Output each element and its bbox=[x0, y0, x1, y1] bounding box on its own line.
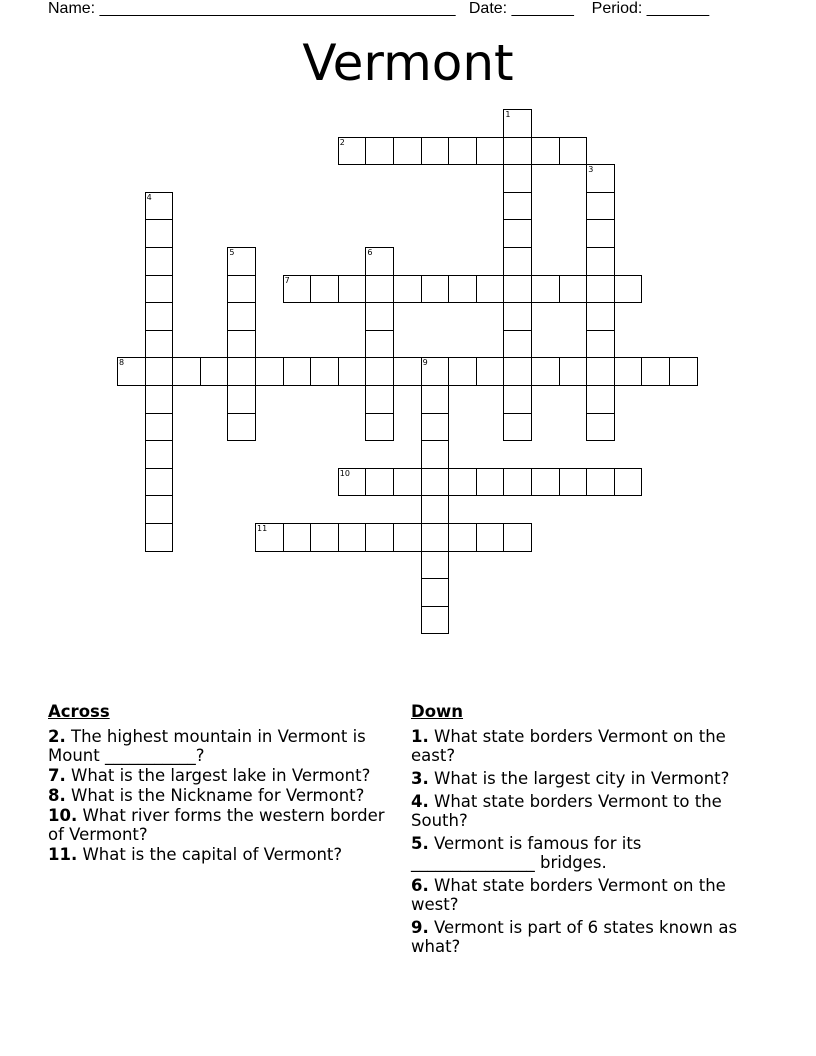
across-clues bbox=[48, 702, 393, 865]
clue-down-5: 5. Vermont is famous for its _______________ bridges. bbox=[411, 834, 642, 872]
grid-cell[interactable] bbox=[586, 357, 615, 386]
grid-cell[interactable] bbox=[531, 137, 560, 166]
grid-cell[interactable] bbox=[421, 523, 450, 552]
grid-cell[interactable] bbox=[227, 330, 256, 359]
grid-cell[interactable] bbox=[503, 137, 532, 166]
date-blank[interactable]: _______ bbox=[511, 0, 574, 17]
clue-down-1: 1. What state borders Vermont on the east? bbox=[411, 727, 726, 765]
grid-cell[interactable] bbox=[669, 357, 698, 386]
clue-number: 4 bbox=[146, 192, 152, 202]
grid-cell[interactable] bbox=[393, 357, 422, 386]
grid-cell[interactable] bbox=[310, 275, 339, 304]
grid-cell[interactable] bbox=[365, 247, 394, 276]
grid-cell[interactable] bbox=[448, 137, 477, 166]
grid-cell[interactable] bbox=[421, 413, 450, 442]
grid-cell[interactable] bbox=[200, 357, 229, 386]
grid-cell[interactable] bbox=[338, 137, 367, 166]
clue-across-10: 10. What river forms the western border of Vermont? bbox=[48, 806, 385, 844]
clue-across-2: 2. The highest mountain in Vermont is Mount ___________? bbox=[48, 727, 366, 765]
grid-cell[interactable] bbox=[365, 357, 394, 386]
clue-down-3: 3. What is the largest city in Vermont? bbox=[411, 769, 730, 788]
grid-cell[interactable] bbox=[172, 357, 201, 386]
grid-cell[interactable] bbox=[227, 275, 256, 304]
grid-cell[interactable] bbox=[145, 330, 174, 359]
grid-cell[interactable] bbox=[365, 385, 394, 414]
clue-number: 2 bbox=[339, 137, 345, 147]
clue-number: 6 bbox=[367, 248, 373, 257]
grid-cell[interactable] bbox=[338, 523, 367, 552]
grid-cell[interactable] bbox=[393, 275, 422, 304]
grid-cell[interactable] bbox=[421, 551, 450, 580]
grid-cell[interactable] bbox=[117, 357, 146, 386]
grid-cell[interactable] bbox=[586, 302, 615, 331]
period-label: Period: bbox=[591, 0, 643, 17]
name-blank[interactable]: ________________________________________ bbox=[99, 0, 456, 17]
grid-cell[interactable] bbox=[227, 357, 256, 386]
grid-cell[interactable] bbox=[145, 247, 174, 276]
grid-cell[interactable] bbox=[503, 109, 532, 138]
grid-cell[interactable] bbox=[559, 357, 588, 386]
grid-cell[interactable] bbox=[586, 413, 615, 442]
grid-cell[interactable] bbox=[503, 192, 532, 221]
grid-cell[interactable] bbox=[531, 468, 560, 497]
grid-cell[interactable] bbox=[255, 357, 284, 386]
grid-cell[interactable] bbox=[227, 302, 256, 331]
grid-cell[interactable] bbox=[448, 468, 477, 497]
grid-cell[interactable] bbox=[145, 302, 174, 331]
clue-down-4: 4. What state borders Vermont to the South? bbox=[411, 792, 722, 830]
grid-cell[interactable] bbox=[614, 468, 643, 497]
grid-cell[interactable] bbox=[476, 137, 505, 166]
grid-cell[interactable] bbox=[503, 330, 532, 359]
clue-across-8: 8. What is the Nickname for Vermont? bbox=[48, 786, 365, 805]
grid-cell[interactable] bbox=[586, 330, 615, 359]
grid-cell[interactable] bbox=[145, 192, 174, 221]
grid-cell[interactable] bbox=[503, 385, 532, 414]
period-blank[interactable]: _______ bbox=[646, 0, 710, 17]
grid-cell[interactable] bbox=[421, 357, 450, 386]
grid-cell[interactable] bbox=[421, 578, 450, 607]
clue-number: 11 bbox=[257, 524, 268, 533]
grid-cell[interactable] bbox=[448, 523, 477, 552]
grid-cell[interactable] bbox=[227, 385, 256, 414]
grid-cell[interactable] bbox=[421, 137, 450, 166]
grid-cell[interactable] bbox=[421, 385, 450, 414]
grid-cell[interactable] bbox=[421, 606, 450, 635]
grid-cell[interactable] bbox=[559, 275, 588, 304]
grid-cell[interactable] bbox=[503, 357, 532, 386]
across-heading: Across bbox=[48, 702, 110, 721]
grid-cell[interactable] bbox=[145, 523, 174, 552]
grid-cell[interactable] bbox=[283, 357, 312, 386]
grid-cell[interactable] bbox=[586, 247, 615, 276]
grid-cell[interactable] bbox=[338, 468, 367, 497]
grid-cell[interactable] bbox=[365, 330, 394, 359]
grid-cell[interactable] bbox=[365, 137, 394, 166]
grid-cell[interactable] bbox=[421, 468, 450, 497]
grid-cell[interactable] bbox=[614, 275, 643, 304]
grid-cell[interactable] bbox=[338, 275, 367, 304]
name-label: Name: bbox=[48, 0, 96, 17]
grid-cell[interactable] bbox=[586, 219, 615, 248]
clue-number: 10 bbox=[339, 468, 350, 478]
grid-cell[interactable] bbox=[145, 413, 174, 442]
grid-cell[interactable] bbox=[586, 192, 615, 221]
grid-cell[interactable] bbox=[365, 413, 394, 442]
grid-cell[interactable] bbox=[421, 275, 450, 304]
grid-cell[interactable] bbox=[476, 468, 505, 497]
grid-cell[interactable] bbox=[145, 275, 174, 304]
grid-cell[interactable] bbox=[503, 413, 532, 442]
grid-cell[interactable] bbox=[365, 302, 394, 331]
grid-cell[interactable] bbox=[421, 440, 450, 469]
grid-cell[interactable] bbox=[503, 164, 532, 193]
grid-cell[interactable] bbox=[503, 275, 532, 304]
grid-cell[interactable] bbox=[586, 164, 615, 193]
grid-cell[interactable] bbox=[614, 357, 643, 386]
grid-cell[interactable] bbox=[503, 302, 532, 331]
grid-cell[interactable] bbox=[586, 385, 615, 414]
down-clues bbox=[411, 702, 761, 960]
grid-cell[interactable] bbox=[421, 495, 450, 524]
grid-cell[interactable] bbox=[365, 468, 394, 497]
grid-cell[interactable] bbox=[503, 523, 532, 552]
grid-cell[interactable] bbox=[476, 357, 505, 386]
page-title: Vermont bbox=[302, 34, 514, 92]
date-label: Date: bbox=[468, 0, 508, 17]
grid-cell[interactable] bbox=[338, 357, 367, 386]
clue-number: 8 bbox=[119, 358, 125, 368]
grid-cell[interactable] bbox=[283, 275, 312, 304]
grid-cell[interactable] bbox=[531, 357, 560, 386]
grid-cell[interactable] bbox=[476, 275, 505, 304]
clue-number: 7 bbox=[284, 275, 290, 285]
clue-number: 5 bbox=[229, 248, 235, 257]
clue-down-6: 6. What state borders Vermont on the west? bbox=[411, 876, 726, 914]
grid-cell[interactable] bbox=[310, 357, 339, 386]
grid-cell[interactable] bbox=[476, 523, 505, 552]
grid-cell[interactable] bbox=[227, 247, 256, 276]
grid-cell[interactable] bbox=[145, 219, 174, 248]
grid-cell[interactable] bbox=[145, 440, 174, 469]
grid-cell[interactable] bbox=[641, 357, 670, 386]
grid-cell[interactable] bbox=[448, 357, 477, 386]
grid-cell[interactable] bbox=[365, 275, 394, 304]
clue-across-11: 11. What is the capital of Vermont? bbox=[48, 845, 343, 864]
grid-cell[interactable] bbox=[393, 523, 422, 552]
grid-cell[interactable] bbox=[503, 468, 532, 497]
grid-cell[interactable] bbox=[503, 247, 532, 276]
grid-cell[interactable] bbox=[393, 468, 422, 497]
clue-down-9: 9. Vermont is part of 6 states known as what? bbox=[411, 918, 738, 956]
grid-cell[interactable] bbox=[586, 275, 615, 304]
grid-cell[interactable] bbox=[283, 523, 312, 552]
down-heading: Down bbox=[411, 702, 464, 721]
grid-cell[interactable] bbox=[365, 523, 394, 552]
clue-number: 9 bbox=[422, 358, 428, 368]
grid-cell[interactable] bbox=[145, 495, 174, 524]
grid-cell[interactable] bbox=[145, 468, 174, 497]
grid-cell[interactable] bbox=[310, 523, 339, 552]
grid-cell[interactable] bbox=[448, 275, 477, 304]
clue-across-7: 7. What is the largest lake in Vermont? bbox=[48, 766, 371, 785]
grid-cell[interactable] bbox=[531, 275, 560, 304]
grid-cell[interactable] bbox=[255, 523, 284, 552]
grid-cell[interactable] bbox=[145, 357, 174, 386]
clue-number: 1 bbox=[505, 110, 511, 119]
grid-cell[interactable] bbox=[503, 219, 532, 248]
grid-cell[interactable] bbox=[393, 137, 422, 166]
grid-cell[interactable] bbox=[227, 413, 256, 442]
grid-cell[interactable] bbox=[145, 385, 174, 414]
clue-number: 3 bbox=[588, 165, 594, 175]
grid-cell[interactable] bbox=[559, 468, 588, 497]
grid-cell[interactable] bbox=[586, 468, 615, 497]
grid-cell[interactable] bbox=[559, 137, 588, 166]
